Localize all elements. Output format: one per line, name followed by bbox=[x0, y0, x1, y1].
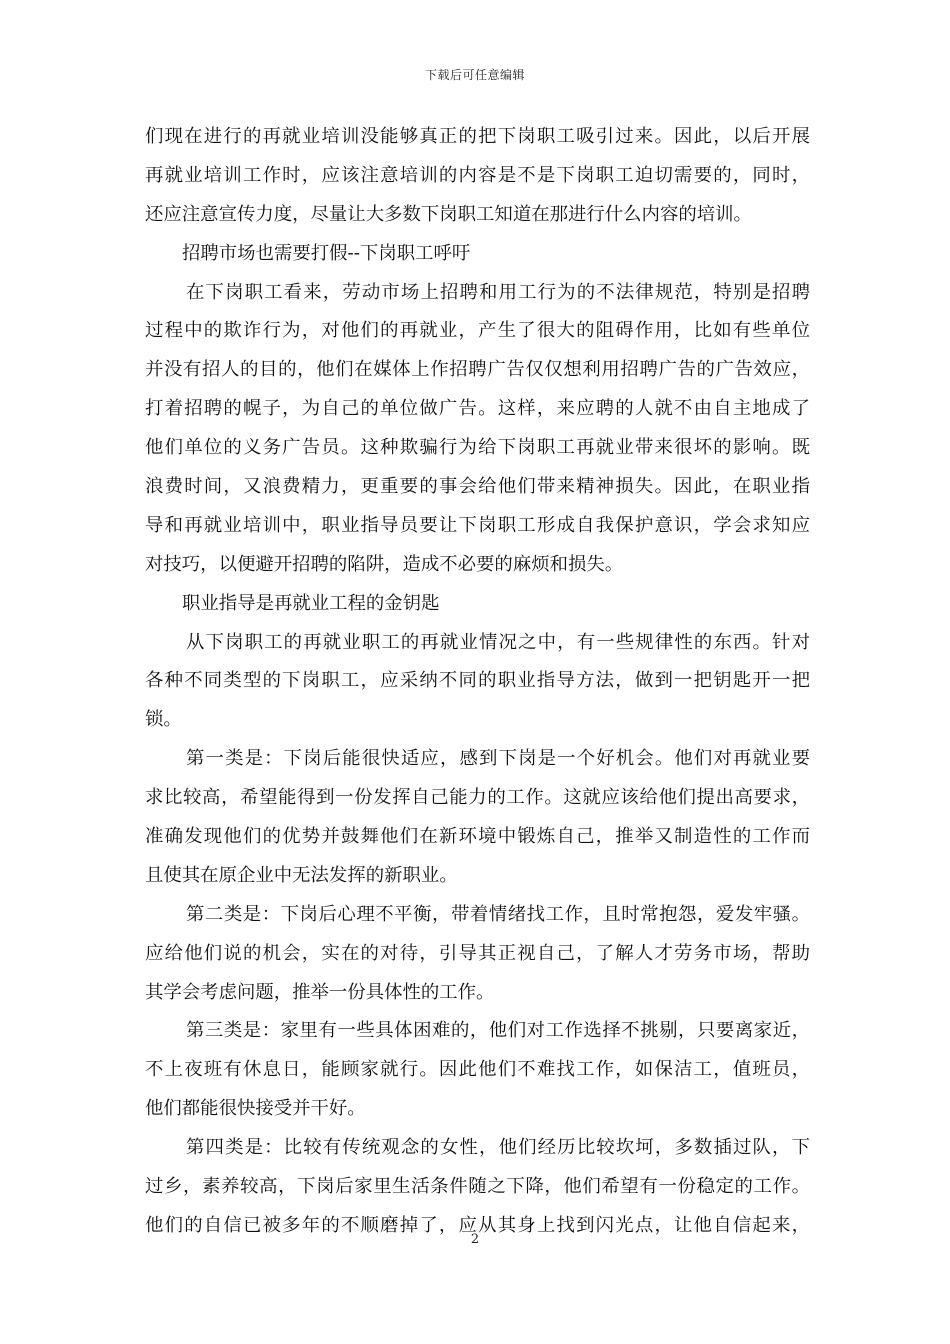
page-number: 2 bbox=[470, 1232, 480, 1247]
text-line: 导和再就业培训中，职业指导员要让下岗职工形成自我保护意识，学会求知应 bbox=[145, 514, 810, 536]
text-line: 还应注意宣传力度，尽量让大多数下岗职工知道在那进行什么内容的培训。 bbox=[145, 203, 752, 225]
text-line: 且使其在原企业中无法发挥的新职业。 bbox=[145, 864, 458, 886]
section-heading: 招聘市场也需要打假--下岗职工呼吁 bbox=[182, 242, 471, 264]
text-line: 他们的自信已被多年的不顺磨掉了，应从其身上找到闪光点，让他自信起来， bbox=[145, 1214, 810, 1236]
text-line: 他们都能很快接受并干好。 bbox=[145, 1098, 366, 1120]
text-line: 并没有招人的目的，他们在媒体上作招聘广告仅仅想利用招聘广告的广告效应， bbox=[145, 359, 810, 381]
text-line: 打着招聘的幌子，为自己的单位做广告。这样，来应聘的人就不由自主地成了 bbox=[145, 398, 810, 420]
text-line: 其学会考虑问题，推举一份具体性的工作。 bbox=[145, 981, 495, 1003]
text-line: 锁。 bbox=[145, 709, 182, 731]
text-line: 浪费时间，又浪费精力，更重要的事会给他们带来精神损失。因此，在职业指 bbox=[145, 476, 810, 498]
text-line: 第一类是：下岗后能很快适应，感到下岗是一个好机会。他们对再就业要 bbox=[186, 748, 810, 770]
text-line: 对技巧，以便避开招聘的陷阱，造成不必要的麻烦和损失。 bbox=[145, 553, 624, 575]
text-line: 再就业培训工作时，应该注意培训的内容是不是下岗职工迫切需要的，同时， bbox=[145, 164, 810, 186]
text-line: 过乡，素养较高，下岗后家里生活条件随之下降，他们希望有一份稳定的工作。 bbox=[145, 1176, 810, 1198]
text-line: 准确发现他们的优势并鼓舞他们在新环境中锻炼自己，推举又制造性的工作而 bbox=[145, 826, 810, 848]
text-line: 过程中的欺诈行为，对他们的再就业，产生了很大的阻碍作用，比如有些单位 bbox=[145, 320, 810, 342]
document-body bbox=[145, 118, 810, 1246]
text-line: 从下岗职工的再就业职工的再就业情况之中，有一些规律性的东西。针对 bbox=[186, 631, 810, 653]
text-line: 第四类是：比较有传统观念的女性，他们经历比较坎坷，多数插过队，下 bbox=[186, 1137, 810, 1159]
text-line: 们现在进行的再就业培训没能够真正的把下岗职工吸引过来。因此，以后开展 bbox=[145, 126, 810, 147]
text-line: 应给他们说的机会，实在的对待，引导其正视自己，了解人才劳务市场，帮助 bbox=[145, 942, 810, 964]
text-line: 他们单位的义务广告员。这种欺骗行为给下岗职工再就业带来很坏的影响。既 bbox=[145, 437, 810, 459]
text-line: 在下岗职工看来，劳动市场上招聘和用工行为的不法律规范，特别是招聘 bbox=[186, 281, 810, 303]
text-line: 各种不同类型的下岗职工，应采纳不同的职业指导方法，做到一把钥匙开一把 bbox=[145, 670, 810, 692]
text-line: 第三类是：家里有一些具体困难的，他们对工作选择不挑剔，只要离家近， bbox=[186, 1020, 810, 1042]
text-line: 不上夜班有休息日，能顾家就行。因此他们不难找工作，如保洁工，值班员， bbox=[145, 1059, 810, 1081]
text-line: 求比较高，希望能得到一份发挥自己能力的工作。这就应该给他们提出高要求， bbox=[145, 787, 810, 809]
page-header: 下载后可任意编辑 bbox=[424, 68, 525, 82]
text-line: 第二类是：下岗后心理不平衡，带着情绪找工作，且时常抱怨，爱发牢骚。 bbox=[186, 903, 810, 925]
section-heading: 职业指导是再就业工程的金钥匙 bbox=[182, 592, 440, 614]
